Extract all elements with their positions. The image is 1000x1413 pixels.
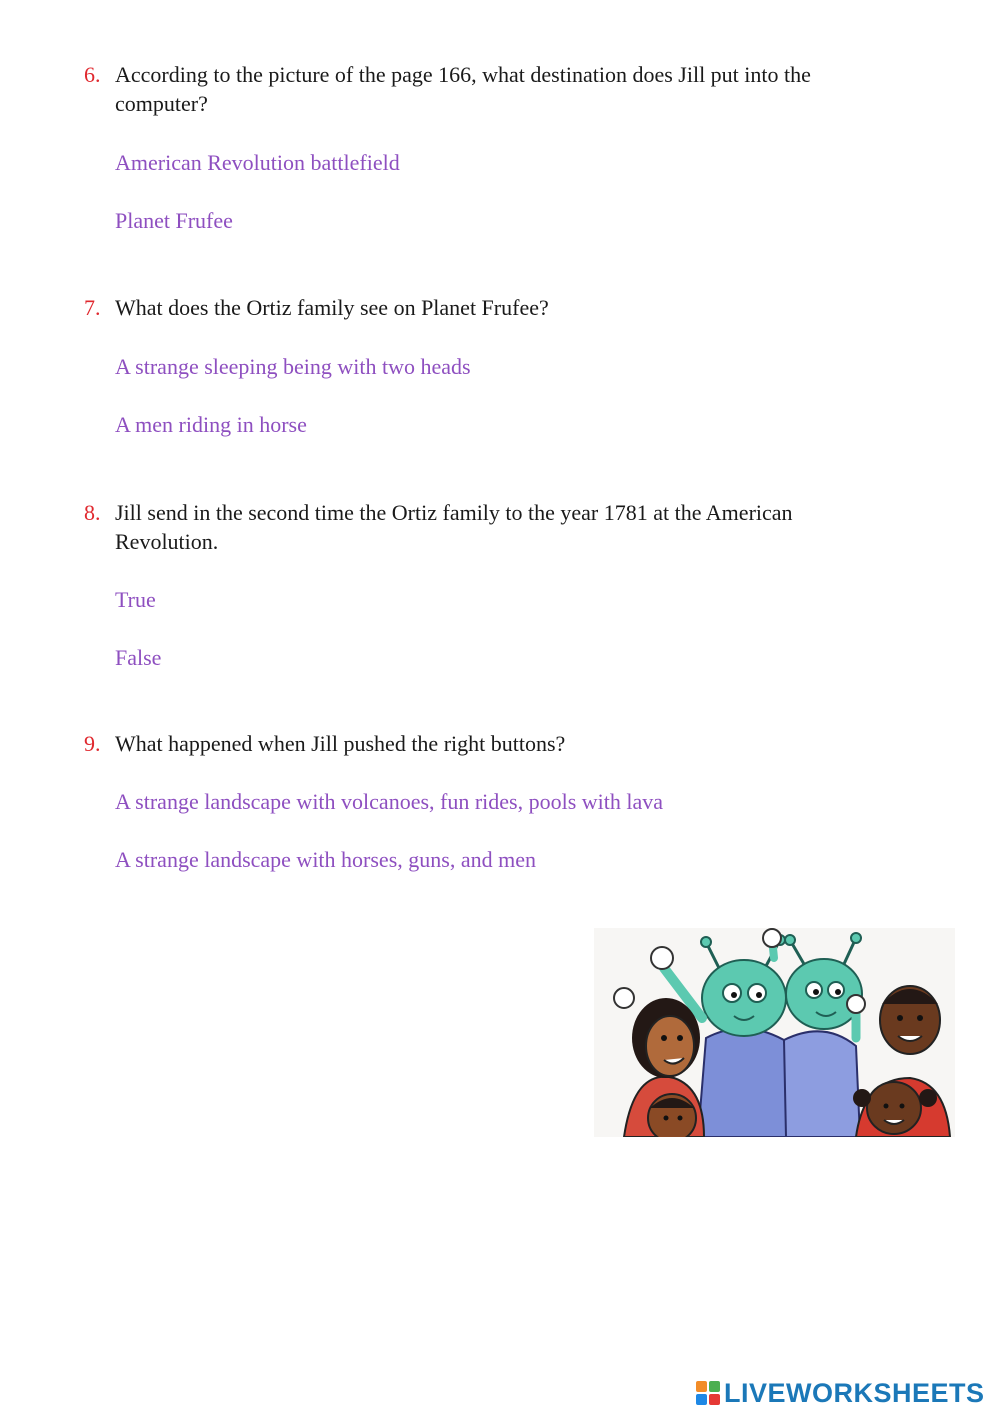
question-number: 9. <box>84 731 101 756</box>
boy-figure <box>648 1094 696 1137</box>
family-with-aliens-illustration <box>594 928 955 1137</box>
liveworksheets-logo-icon <box>696 1381 720 1405</box>
answer-option[interactable]: Planet Frufee <box>115 208 233 233</box>
question-text: According to the picture of the page 166, what destination does Jill put into the computer? <box>115 62 811 116</box>
answer-option-true[interactable]: True <box>115 587 156 612</box>
question-number: 7. <box>84 295 101 320</box>
answer-option[interactable]: A men riding in horse <box>115 412 307 437</box>
answer-option[interactable]: A strange landscape with horses, guns, and men <box>115 847 536 872</box>
question-6 <box>84 60 884 118</box>
question-text: What happened when Jill pushed the right buttons? <box>115 731 566 756</box>
question-text: Jill send in the second time the Ortiz family to the year 1781 at the American Revolution. <box>115 500 793 554</box>
question-7 <box>84 293 884 322</box>
answer-option[interactable]: American Revolution battlefield <box>115 150 400 175</box>
question-number: 8. <box>84 500 101 525</box>
question-text: What does the Ortiz family see on Planet Frufee? <box>115 295 549 320</box>
question-9 <box>84 729 884 758</box>
brand-name: LIVEWORKSHEETS <box>724 1377 985 1408</box>
question-number: 6. <box>84 62 101 87</box>
story-illustration <box>594 928 955 1137</box>
question-8 <box>84 498 884 556</box>
answer-option[interactable]: A strange landscape with volcanoes, fun rides, pools with lava <box>115 789 664 814</box>
liveworksheets-branding <box>696 1378 985 1408</box>
answer-option[interactable]: A strange sleeping being with two heads <box>115 354 471 379</box>
answer-option-false[interactable]: False <box>115 645 162 670</box>
